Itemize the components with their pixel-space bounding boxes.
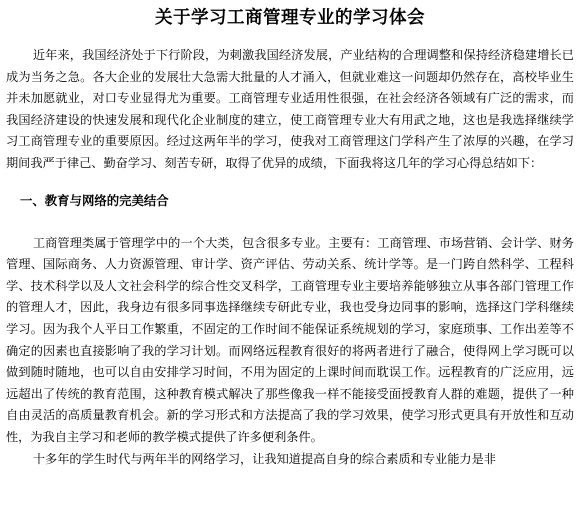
section-heading-1: 一、教育与网络的完美结合 [20, 192, 169, 208]
section-1-paragraph-1: 工商管理类属于管理学中的一个大类，包含很多专业。主要有：工商管理、市场营销、会计学、财务管理、国际商务、人力资源管理、审计学、资产评估、劳动关系、统计学等。是一门跨自然科学、工程科学、技术科学以及人文社会科学的综合性交叉科学，工商管理专业主要培养能够独立从事各部门管理工作的管理人才，因此，我身边有很多同事选择继续专研此专业，我也受身边同事的影响，选择这门学科继续学习。因为我个人平日工作繁重，不固定的工作时间不能保证系统规划的学习，家庭琐事、工作出差等不确定的因素也直接影响了我的学习计划。而网络远程教育很好的将两者进行了融合，使得网上学习既可以做到随时随地，也可以自由安排学习时间，不用为固定的上课时间而耽误工作。远程教育的广泛应用，远远超出了传统的教育范围，这种教育模式解决了那些像我一样不能接受面授教育人群的难题，提供了一种自由灵活的高质量教育机会。新的学习形式和方法提高了我的学习效果，使学习形式更具有开放性和互动性，为我自主学习和老师的教学模式提供了许多便利条件。 [6, 235, 574, 444]
intro-paragraph: 近年来，我国经济处于下行阶段，为刺激我国经济发展，产业结构的合理调整和保持经济稳建增长已成为当务之急。各大企业的发展壮大急需大批量的人才涌入，但就业难这一问题却仍然存在，高校毕业生并未加愿就业，对口专业显得尤为重要。工商管理专业适用性很强，在社会经济各领域有广泛的需求，而我国经济建设的快速发展和现代化企业制度的建立，使工商管理专业大有用武之地，这也是我选择继续学习工商管理专业的重要原因。经过这两年半的学习，使我对工商管理这门学科产生了浓厚的兴趣，在学习期间我严于律己、勤奋学习、刻苦专研，取得了优异的成绩，下面我将这几年的学习心得总结如下： [6, 48, 574, 170]
section-1-paragraph-2: 十多年的学生时代与两年半的网络学习，让我知道提高自身的综合素质和专业能力是非 [32, 451, 496, 466]
section-spacer [6, 211, 574, 233]
document-title: 关于学习工商管理专业的学习体会 [155, 8, 425, 28]
